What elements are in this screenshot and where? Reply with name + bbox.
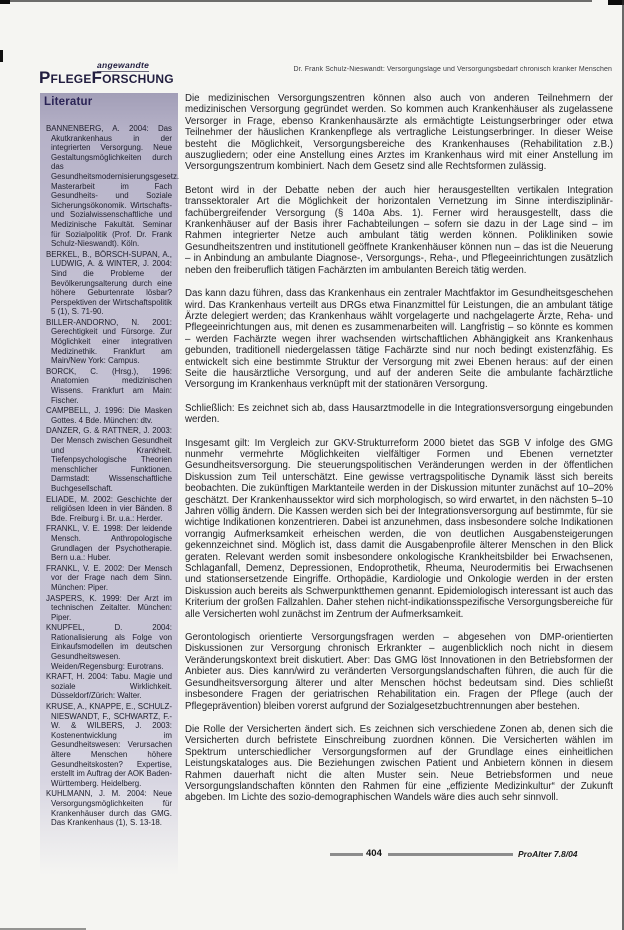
journal-logo [39,60,179,90]
reference-item: ELIADE, M. 2002: Geschichte der religiösen Ideen in vier Bänden. 8 Bde. Freiburg i. Br. u.a.: Herder. [46,494,172,523]
scan-edge-top [6,0,592,2]
page-number: 404 [366,848,382,859]
article-paragraph: Gerontologisch orientierte Versorgungsfragen werden – abgesehen von DMP-orientierten Diskussionen zur Versorgung chronisch Erkrankter – augenblicklich noch nicht in diesem Veränderungskontext breit diskutiert. Aber: Das GMG löst Innovationen in den Betriebsformen der Anbieter aus. Dies kann/wird zu veränderten Versorgungslandschaften führen, die auch für die Gesundheitsversorgung älterer und alter Menschen höchst bedeutsam sind. Dies schließt insbesondere Fragen der geriatrischen Rehabilitation ein. Fragen der Pflege (auch der Pflegeprävention) bleiben vorerst aufgrund der Sozialgesetzbuchtrennungen aber bestehen. [185,632,613,712]
reference-item: BILLER-ANDORNO, N. 2001: Gerechtigkeit und Fürsorge. Zur Möglichkeit einer integrativen Medizinethik. Frankfurt am Main/New York: Campus. [46,317,172,366]
page-footer [185,848,612,862]
journal-issue-label: ProAlter 7.8/04 [518,849,578,859]
reference-list [40,108,178,828]
footer-rule [330,853,363,856]
reference-item: JASPERS, K. 1999: Der Arzt im technischen Zeitalter. München: Piper. [46,593,172,622]
journal-logo-prefix: angewandte [97,60,150,70]
sidebar-title: Literatur [44,96,93,108]
footer-rule [388,853,513,856]
reference-item: BERKEL, B., BÖRSCH-SUPAN, A., LUDWIG, A. & WINTER, J. 2004: Sind die Probleme der Bevölkerungsalterung durch eine höhere Geburtenrate lösbar? Perspektiven der Wirtschaftspolitik 5 (1), S. 71-90. [46,249,172,317]
article-paragraph: Insgesamt gilt: Im Vergleich zur GKV-Strukturreform 2000 bietet das SGB V infolge des GMG nunmehr vermehrte Möglichkeiten vielfältiger Formen und Ebenen vernetzter Gesundheitsversorgung. Die steuerungspolitischen Veränderungen werden in der öffentlichen Diskussion zum Teil unterschätzt. Eine gewisse vertragspolitische Dynamik lässt sich bereits beobachten. Die zukünftigen Marktanteile werden in der Diskussion mitunter zunächst auf 10–20% geschätzt. Der Krankenhaussektor wird sich morphologisch, so wird erwartet, in den nächsten 5–10 Jahren völlig ändern. Die Kassen werden sich bei der Integrationsversorgung auf bestimmte, für sie wichtige Indikationen konzentrieren. Dabei ist anzunehmen, dass insbesondere solche Indikationen vorrangig Aufmerksamkeit erheischen werden, die von deutlichen Ausgabensteigerungen gekennzeichnet sind. Möglich ist, dass damit die Ausgabenprofile älterer Menschen in den Blick geraten. Relevant werden somit insbesondere onkologische Krankheitsbilder bei Erwachsenen, Schlaganfall, Demenz, Depressionen, Endoprothetik, Rheuma, Neurodermitis bei Erwachsenen und stationsersetzende Eingriffe. Orthopädie, Kardiologie und Onkologie werden in der ersten Diskussion auch bereits als Schwerpunktthemen genannt. Epidemiologisch interessant ist auch das Kriterium der großen Fallzahlen. Daher stehen nicht-indikationsspezifische Versorgungsbereiche für alle Versicherten wohl zunächst im Zentrum der Aufmerksamkeit. [185,437,613,620]
article-paragraph: Schließlich: Es zeichnet sich ab, dass Hausarztmodelle in die Integrationsversorgung eingebunden werden. [185,402,613,426]
reference-item: CAMPBELL, J. 1996: Die Masken Gottes. 4 Bde. München: dtv. [46,406,172,425]
scan-corner-mark [0,0,10,4]
scan-tick-mark [0,50,3,62]
article-paragraph: Die medizinischen Versorgungszentren können also auch von anderen Teilnehmern der medizinischen Versorgung gegründet werden. So kommen auch Krankenhäuser als zugelassene Versorger in Frage, ebenso Krankenhausärzte als ermächtigte Leistungserbringer oder etwa Teilnehmer der häuslichen Krankenpflege als vertragliche Leistungserbringer. In dieser Weise besteht die Möglichkeit, Versorgungsbereiche des Krankenhauses (Rehabilitation z.B.) auszugliedern; oder eine Anstellung eines Arztes im Krankenhaus wird mit einer Anstellung im Versorgungszentrum kombiniert. Nach dem Gesetz sind alle Rechtsformen zulässig. [185,93,613,173]
reference-item: BORCK, C. (Hrsg.), 1996: Anatomien medizinischen Wissens. Frankfurt am Main: Fischer. [46,366,172,405]
reference-item: DANZER, G. & RATTNER, J. 2003: Der Mensch zwischen Gesundheit und Krankheit. Tiefenpsychologische Theorien menschlicher Funktionen. Darmstadt: Wissenschaftliche Buchgesellschaft. [46,426,172,493]
reference-item: FRANKL, V. E. 2002: Der Mensch vor der Frage nach dem Sinn. München: Piper. [46,563,172,592]
running-head: Dr. Frank Schulz-Nieswandt: Versorgungslage und Versorgungsbedarf chronisch kranker Menschen [293,66,612,73]
reference-item: FRANKL, V. E. 1998: Der leidende Mensch. Anthropologische Grundlagen der Psychotherapie. Bern u.a.: Huber. [46,524,172,563]
reference-item: KNUPFEL, D. 2004: Rationalisierung als Folge von Einkaufsmodellen im deutschen Gesundheitswesen. Weiden/Regensburg: Eurotrans. [46,623,172,671]
reference-item: KRAFT, H. 2004: Tabu. Magie und soziale Wirklichkeit. Düsseldorf/Zürich: Walter. [46,672,172,701]
article-paragraph: Die Rolle der Versicherten ändert sich. Es zeichnen sich verschiedene Zonen ab, denen sich die Versicherten durch befristete Einschreibung zuordnen können. Die Versicherten wählen im Spektrum unterschiedlicher Versorgungsformen auf der Grundlage eines einheitlichen Leistungskataloges aus. Die Beziehungen zwischen Patient und Anbietern können in diesem Rahmen dauerhaft nicht die alten Muster sein. Neue Betriebsformen und neue Versorgungslandschaften könnten den Rahmen für eine „effiziente Medizinkultur“ der Zukunft abgeben. Im Lichte des sozio-demographischen Wandels wäre dies auch sehr sinnvoll. [185,723,613,804]
reference-item: BANNENBERG, A. 2004: Das Akutkrankenhaus in der integrierten Versorgung. Neue Gestaltungsmöglichkeiten durch das Gesundheitsmodernisierungsgesetz. Masterarbeit im Fach Gesundheits- und Soziale Sicherungsökonomik. Wirtschafts- und Sozialwissenschaftliche und Medizinische Fakultät. Seminar für Sozialpolitik (Prof. Dr. Frank Schulz-Nieswandt). Köln. [46,124,180,249]
article-body [185,93,613,816]
article-paragraph: Das kann dazu führen, dass das Krankenhaus ein zentraler Machtfaktor im Gesundheitsgeschehen wird. Das Krankenhaus verteilt aus DRGs etwa Finanzmittel für Leistungen, die an ambulant tätige Ärzte delegiert werden; das Krankenhaus wählt vorgelagerte und nachgelagerte Ärzte, Reha- und Pflegeeinrichtungen aus, mit denen es zusammenarbeiten will. Langfristig – so könnte es kommen – werden Fachärzte wegen ihrer wachsenden wirtschaftlichen Abhängigkeit ans Krankenhaus gebunden, traditionell niedergelassen tätige Fachärzte sind nur noch bedingt existenzfähig. Es entwickelt sich eine bestimmte Struktur der Versorgung mit zwei Ebenen heraus: auf der einen Seite die hausärztliche Versorgung, und auf der anderen Seite die ambulante fachärztliche Versorgung im Krankenhaus verknüpft mit der stationären Versorgung. [185,288,613,391]
reference-item: KRUSE, A., KNAPPE, E., SCHULZ-NIESWANDT, F., SCHWARTZ, F.-W. & WILBERS, J. 2003: Kostenentwicklung im Gesundheitswesen: Verursachen ältere Menschen höhere Gesundheitskosten? Expertise, erstellt im Auftrag der AOK Baden-Württemberg. Heidelberg. [46,702,172,788]
journal-logo-title: PflegeForschung [39,68,174,87]
reference-item: KUHLMANN, J. M. 2004: Neue Versorgungsmöglichkeiten für Krankenhäuser durch das GMG. Das Krankenhaus (1), S. 13-18. [46,789,172,828]
literature-sidebar [40,93,178,875]
article-paragraph: Betont wird in der Debatte neben der auch hier herausgestellten vertikalen Integration transsektoraler Art die Möglichkeit der horizontalen Vernetzung im Sinne interdisziplinär-fachübergreifender Versorgung (§ 140a Abs. 1). Ferner wird herausgestellt, dass die Krankenhäuser auf der Basis ihrer Fachabteilungen – sofern sie dazu in der Lage sind – im Rahmen integrierter Netze auch ambulant tätig werden können. Polikliniken sowie Gesundheitszentren und institutionell geöffnete Krankenhäuser können nun – das ist die Neuerung – in Anbindung an ambulante Diagnose-, Versorgungs-, Reha-, und Pflegeeinrichtungen zusätzlich neben den freiberuflich tätigen Fachärzten im ambulanten Bereich tätig werden. [185,184,613,276]
